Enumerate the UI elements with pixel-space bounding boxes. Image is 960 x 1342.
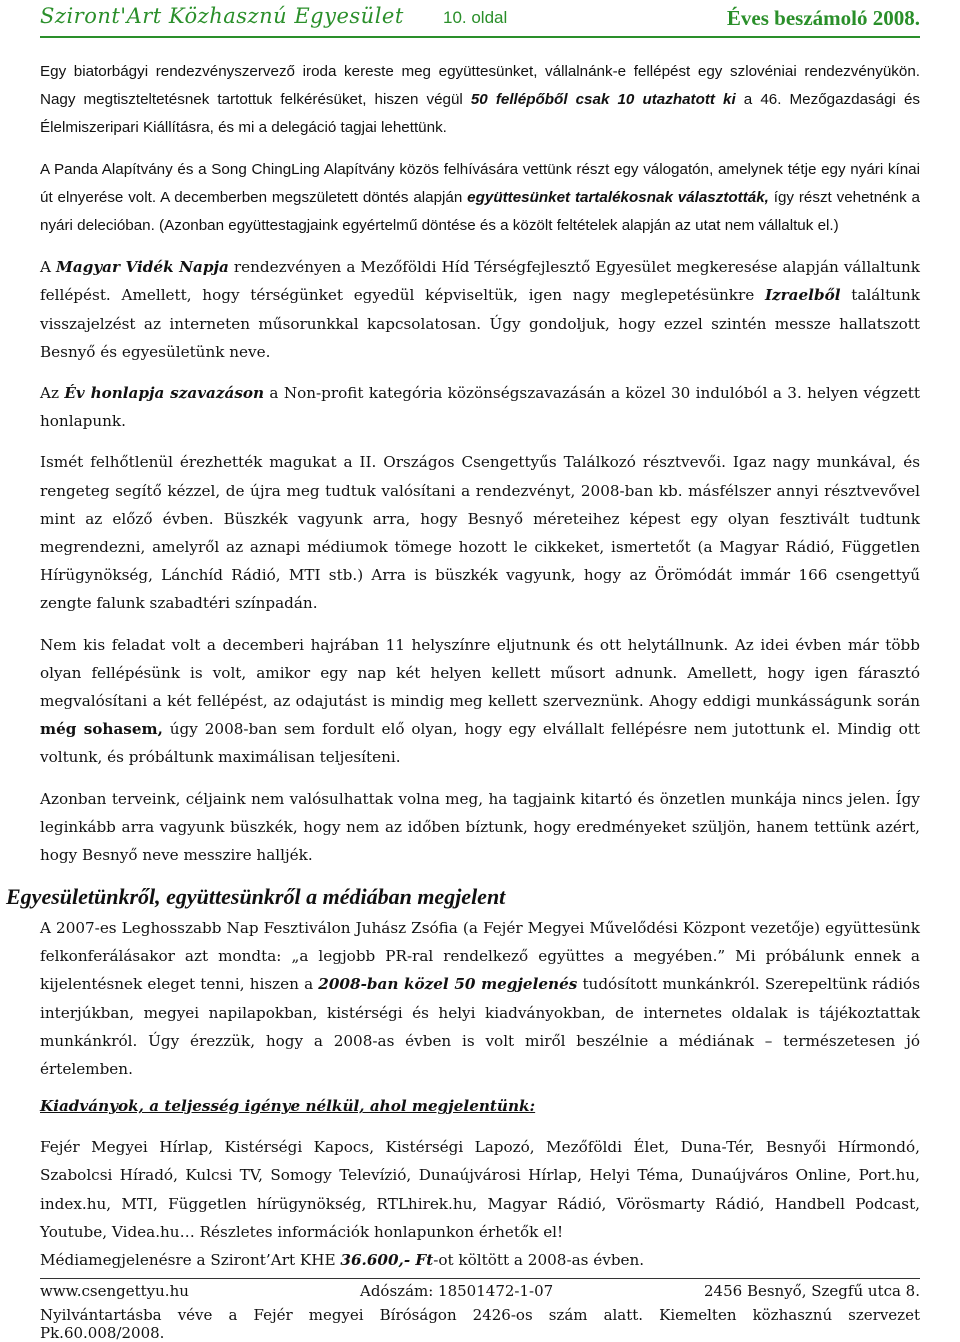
footer-website: www.csengettyu.hu (40, 1282, 189, 1300)
footer-divider (40, 1278, 920, 1279)
paragraph-media-spending: Médiamegjelenésre a Sziront’Art KHE 36.600,- Ft-ot költött a 2008-as évben. (40, 1251, 645, 1270)
paragraph-media: A 2007-es Leghosszabb Nap Fesztiválon Juhász Zsófia (a Fejér Megyei Művelődési Központ vezetője) együttesünk felkonferálásakor azt mondta: „a legjobb PR-ral rendelkező együttes a megyében.” Mi próbálunk ennek a kijelentésnek eleget tenni, hiszen a 2008-ban közel 50 megjelenés tudósított munkánkról. Szerepeltünk rádiós interjúkban, megyei napilapokban, kistérségi és helyi kiadványokban, de internetes oldalak is tájékoztattak munkánkról. Úgy érezzük, hogy a 2008-as évben is volt miről beszélnie a médiának – természetesen jó értelemben. (40, 919, 920, 1079)
page-number: 10. oldal (443, 8, 508, 27)
section-heading-media: Egyesületünkről, együttesünkről a médiában megjelent (6, 884, 506, 909)
footer-address: 2456 Besnyő, Szegfű utca 8. (704, 1282, 920, 1300)
footer-registry: Nyilvántartásba véve a Fejér megyei Bíróságon 2426-os szám alatt. Kiemelten közhasznú szervezet Pk.60.008/2008. (40, 1306, 920, 1342)
paragraph-magyar-videk: A Magyar Vidék Napja rendezvényen a Mezőföldi Híd Térségfejlesztő Egyesület megkeresése alapján vállaltunk fellépést. Amellett, hogy térségünket egyedül képviseltük, igen nagy meglepetésünkre Izraelből találtunk visszajelzést az interneten műsorunkkal kapcsolatosan. Úgy gondoljuk, hogy ezzel szintén messze hallatszott Besnyő és egyesületünk neve. (40, 258, 921, 361)
footer-tax-number: Adószám: 18501472-1-07 (360, 1282, 554, 1300)
report-title: Éves beszámoló 2008. (726, 6, 920, 30)
publications-subheading: Kiadványok, a teljesség igénye nélkül, ahol megjelentünk: (40, 1097, 536, 1116)
paragraph-members: Azonban terveink, céljaink nem valósulhattak volna meg, ha tagjaink kitartó és önzetlen munkája nincs jelen. Így leginkább arra vagyunk büszkék, hogy nem az időben bíztunk, hogy eredményeket szüljön, hanem tettünk azért, hogy Besnyő neve messzire halljék. (40, 789, 920, 865)
paragraph-website-vote: Az Év honlapja szavazáson a Non-profit kategória közönségszavazásán a közel 30 indulóból a 3. helyen végzett honlapunk. (40, 384, 920, 431)
paragraph-publications: Fejér Megyei Hírlap, Kistérségi Kapocs, Kistérségi Lapozó, Mezőföldi Élet, Duna-Tér, Besnyői Hírmondó, Szabolcsi Híradó, Kulcsi TV, Somogy Televízió, Dunaújvárosi Hírlap, Helyi Téma, Dunaújváros Online, Port.hu, index.hu, MTI, Független hírügynökség, RTLhirek.hu, Magyar Rádió, Vörösmarty Rádió, Handbell Podcast, Youtube, Videa.hu… Részletes információk honlapunkon érhetők el! (40, 1138, 920, 1241)
paragraph-slovenia: Egy biatorbágyi rendezvényszervező iroda kereste meg együttesünket, vállalnánk-e fellépést egy szlovéniai rendezvényükön. Nagy megtiszteltetésnek tartottuk felkérésüket, hiszen végül 50 fellépőből csak 10 utazhatott ki a 46. Mezőgazdasági és Élelmiszeripari Kiállításra, és mi a delegáció tagjai lehettünk. (40, 63, 921, 137)
paragraph-china: A Panda Alapítvány és a Song ChingLing Alapítvány közös felhívására vettünk részt egy válogatón, amelynek tétje egy nyári kínai út elnyerése volt. A decemberben megszületett döntés alapján együttesünket tartalékosnak választották, így részt vehetnénk a nyári delecióban. (Azonban együttestagjaink egyértelmű döntése és a közölt feltételek alapján az utat nem vállaltuk el.) (40, 160, 920, 235)
footer-info (40, 1282, 920, 1304)
media-section (40, 914, 920, 1287)
page-header (0, 0, 960, 36)
header-divider (40, 36, 920, 38)
paragraph-festival: Ismét felhőtlenül érezhették magukat a II. Országos Csengettyűs Találkozó résztvevői. Igaz nagy munkával, és rengeteg segítő kézzel, de újra meg tudtuk valósítani a rendezvényt, 2008-ban kb. másfélszer annyi résztvevővel mint az előző évben. Büszkék vagyunk arra, hogy Besnyő méreteihez képest egy olyan fesztivált tudtunk megrendezni, amelyről az aznapi médiumok tömege hozott le cikkeket, ismertetőt (a Magyar Rádió, Független Hírügynökség, Lánchíd Rádió, MTI stb.) Arra is büszkék vagyunk, hogy az Örömódát immár 166 csengettyű zengte falunk szabadtéri színpadán. (40, 453, 920, 613)
organization-name: Sziront'Art Közhasznú Egyesület (40, 4, 404, 28)
main-content (40, 58, 920, 882)
paragraph-december: Nem kis feladat volt a decemberi hajrában 11 helyszínre eljutnunk és ott helytállnunk. Az idei évben már több olyan fellépésünk is volt, amikor egy nap két helyen kellett műsort adnunk. Amellett, hogy igen fárasztó megvalósítani a két fellépést, az odajutást is mindig meg kellett szerveznünk. Ahogy eddigi munkásságunk során még sohasem, úgy 2008-ban sem fordult elő olyan, hogy egy elvállalt fellépésre nem jutottunk el. Mindig ott voltunk, és próbáltunk maximálisan teljesíteni. (40, 635, 920, 767)
